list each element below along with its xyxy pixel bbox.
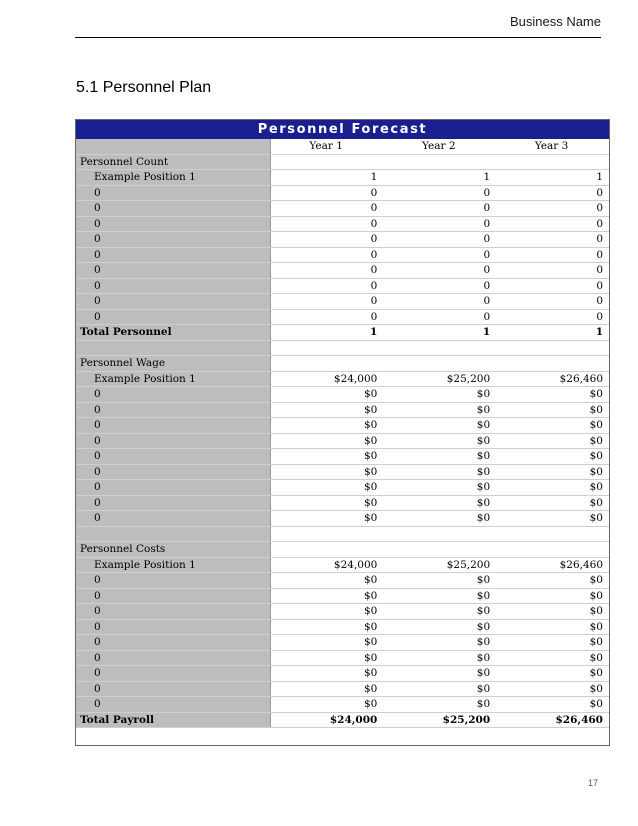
value-cell: $0 (383, 666, 496, 682)
value-cell: 0 (271, 278, 384, 294)
empty-cell (271, 542, 384, 558)
table-row (76, 185, 609, 201)
value-cell: $0 (496, 387, 609, 403)
spacer-label-cell (76, 526, 271, 542)
row-label: 0 (76, 418, 271, 434)
year-header-cell: Year 3 (496, 139, 609, 154)
year-header-label-cell (76, 139, 271, 154)
value-cell: $0 (496, 449, 609, 465)
value-cell: $26,460 (496, 371, 609, 387)
total-value-cell: $26,460 (496, 712, 609, 728)
table-row (76, 681, 609, 697)
row-label: 0 (76, 201, 271, 217)
value-cell: $0 (271, 697, 384, 713)
value-cell: 1 (383, 170, 496, 186)
table-row (76, 247, 609, 263)
value-cell: $0 (271, 387, 384, 403)
value-cell: 0 (383, 216, 496, 232)
value-cell: $0 (383, 697, 496, 713)
table-row (76, 294, 609, 310)
value-cell: 0 (496, 278, 609, 294)
value-cell: $0 (383, 681, 496, 697)
row-label: 0 (76, 681, 271, 697)
value-cell: $0 (496, 650, 609, 666)
row-label: 0 (76, 697, 271, 713)
row-label: 0 (76, 402, 271, 418)
value-cell: $0 (383, 573, 496, 589)
value-cell: 0 (271, 247, 384, 263)
page-number: 17 (587, 778, 598, 788)
value-cell: 0 (496, 263, 609, 279)
value-cell: $0 (383, 387, 496, 403)
table-row (76, 650, 609, 666)
value-cell: $0 (271, 449, 384, 465)
spacer-label-cell (76, 340, 271, 356)
value-cell: $0 (496, 511, 609, 527)
row-label: 0 (76, 666, 271, 682)
row-label: 0 (76, 449, 271, 465)
value-cell: $0 (271, 418, 384, 434)
section-heading-row (76, 542, 609, 558)
value-cell: 0 (383, 278, 496, 294)
empty-cell (271, 356, 384, 372)
empty-cell (496, 542, 609, 558)
value-cell: $0 (496, 681, 609, 697)
value-cell: $0 (496, 402, 609, 418)
value-cell: $0 (496, 495, 609, 511)
table-row (76, 278, 609, 294)
row-label: 0 (76, 309, 271, 325)
value-cell: $0 (383, 588, 496, 604)
spacer-cell (271, 340, 384, 356)
value-cell: 1 (271, 170, 384, 186)
value-cell: $0 (496, 604, 609, 620)
value-cell: 0 (383, 185, 496, 201)
value-cell: $26,460 (496, 557, 609, 573)
row-label: 0 (76, 433, 271, 449)
table-row (76, 418, 609, 434)
value-cell: 0 (496, 232, 609, 248)
value-cell: $0 (383, 511, 496, 527)
empty-cell (496, 154, 609, 170)
value-cell: $0 (383, 402, 496, 418)
spacer-row (76, 340, 609, 356)
row-label: 0 (76, 511, 271, 527)
section-heading: Personnel Costs (76, 542, 271, 558)
row-label: 0 (76, 619, 271, 635)
section-heading-row (76, 356, 609, 372)
value-cell: $0 (496, 433, 609, 449)
row-label: 0 (76, 216, 271, 232)
value-cell: $0 (271, 573, 384, 589)
value-cell: $0 (383, 650, 496, 666)
table-row (76, 263, 609, 279)
value-cell: $0 (496, 418, 609, 434)
value-cell: $0 (383, 604, 496, 620)
spacer-cell (271, 526, 384, 542)
header-business-name: Business Name (509, 14, 601, 29)
row-label: 0 (76, 635, 271, 651)
total-row (76, 712, 609, 728)
value-cell: $0 (496, 619, 609, 635)
table-row (76, 619, 609, 635)
row-label: 0 (76, 185, 271, 201)
value-cell: 0 (383, 263, 496, 279)
table-row (76, 387, 609, 403)
table-row (76, 309, 609, 325)
row-label: 0 (76, 387, 271, 403)
table-row (76, 666, 609, 682)
empty-cell (383, 542, 496, 558)
value-cell: $0 (496, 697, 609, 713)
value-cell: $0 (383, 480, 496, 496)
table-row (76, 433, 609, 449)
value-cell: $0 (271, 681, 384, 697)
value-cell: $0 (383, 433, 496, 449)
value-cell: $0 (496, 666, 609, 682)
section-heading: Personnel Wage (76, 356, 271, 372)
table-row (76, 635, 609, 651)
row-label: 0 (76, 278, 271, 294)
value-cell: $0 (271, 433, 384, 449)
value-cell: 0 (271, 294, 384, 310)
spacer-cell (496, 340, 609, 356)
section-heading: Personnel Count (76, 154, 271, 170)
value-cell: $0 (383, 635, 496, 651)
row-label: Example Position 1 (76, 557, 271, 573)
row-label: 0 (76, 604, 271, 620)
table-row (76, 588, 609, 604)
section-heading-row (76, 154, 609, 170)
value-cell: 0 (383, 201, 496, 217)
value-cell: $0 (271, 480, 384, 496)
spacer-cell (496, 526, 609, 542)
spacer-cell (383, 526, 496, 542)
value-cell: $0 (271, 666, 384, 682)
total-row (76, 325, 609, 341)
value-cell: $0 (271, 604, 384, 620)
value-cell: 0 (496, 201, 609, 217)
value-cell: $0 (271, 464, 384, 480)
table-row (76, 480, 609, 496)
empty-cell (383, 154, 496, 170)
row-label: 0 (76, 573, 271, 589)
value-cell: $0 (271, 511, 384, 527)
empty-cell (496, 356, 609, 372)
header-divider (75, 37, 601, 38)
value-cell: $0 (496, 480, 609, 496)
total-value-cell: 1 (496, 325, 609, 341)
table-row (76, 449, 609, 465)
value-cell: 0 (496, 294, 609, 310)
value-cell: $0 (271, 588, 384, 604)
value-cell: $25,200 (383, 557, 496, 573)
spacer-row (76, 526, 609, 542)
value-cell: $0 (496, 573, 609, 589)
row-label: 0 (76, 464, 271, 480)
sheet-title-bar: Personnel Forecast (76, 120, 609, 139)
table-row (76, 216, 609, 232)
spacer-cell (383, 340, 496, 356)
value-cell: $0 (271, 650, 384, 666)
total-label: Total Personnel (76, 325, 271, 341)
value-cell: 0 (496, 185, 609, 201)
table-row (76, 511, 609, 527)
value-cell: $0 (383, 619, 496, 635)
total-value-cell: $24,000 (271, 712, 384, 728)
value-cell: $0 (383, 464, 496, 480)
row-label: Example Position 1 (76, 170, 271, 186)
row-label: 0 (76, 480, 271, 496)
value-cell: 0 (383, 294, 496, 310)
section-title: 5.1 Personnel Plan (76, 79, 212, 96)
value-cell: $0 (383, 449, 496, 465)
row-label: 0 (76, 294, 271, 310)
table-row (76, 495, 609, 511)
value-cell: 0 (496, 216, 609, 232)
row-label: 0 (76, 650, 271, 666)
value-cell: 0 (271, 201, 384, 217)
table-row (76, 573, 609, 589)
year-header-row (76, 139, 609, 154)
value-cell: 0 (271, 263, 384, 279)
table-row (76, 557, 609, 573)
value-cell: 0 (383, 232, 496, 248)
value-cell: $0 (496, 588, 609, 604)
value-cell: $0 (383, 495, 496, 511)
value-cell: 1 (496, 170, 609, 186)
value-cell: $0 (496, 635, 609, 651)
table-row (76, 201, 609, 217)
value-cell: 0 (496, 309, 609, 325)
value-cell: $25,200 (383, 371, 496, 387)
value-cell: $24,000 (271, 371, 384, 387)
value-cell: $0 (271, 619, 384, 635)
personnel-forecast-sheet (75, 119, 610, 746)
value-cell: $0 (383, 418, 496, 434)
value-cell: 0 (271, 232, 384, 248)
table-row (76, 697, 609, 713)
table-row (76, 371, 609, 387)
table-row (76, 402, 609, 418)
value-cell: 0 (383, 247, 496, 263)
total-label: Total Payroll (76, 712, 271, 728)
row-label: 0 (76, 588, 271, 604)
value-cell: $0 (271, 635, 384, 651)
personnel-table (76, 139, 609, 728)
value-cell: 0 (271, 185, 384, 201)
table-row (76, 604, 609, 620)
value-cell: $0 (271, 495, 384, 511)
value-cell: 0 (271, 309, 384, 325)
row-label: 0 (76, 495, 271, 511)
row-label: Example Position 1 (76, 371, 271, 387)
empty-cell (383, 356, 496, 372)
year-header-cell: Year 2 (383, 139, 496, 154)
year-header-cell: Year 1 (271, 139, 384, 154)
total-value-cell: $25,200 (383, 712, 496, 728)
row-label: 0 (76, 263, 271, 279)
total-value-cell: 1 (383, 325, 496, 341)
row-label: 0 (76, 247, 271, 263)
table-row (76, 170, 609, 186)
table-row (76, 464, 609, 480)
empty-cell (271, 154, 384, 170)
row-label: 0 (76, 232, 271, 248)
value-cell: $0 (271, 402, 384, 418)
value-cell: 0 (383, 309, 496, 325)
value-cell: $24,000 (271, 557, 384, 573)
value-cell: $0 (496, 464, 609, 480)
value-cell: 0 (496, 247, 609, 263)
table-row (76, 232, 609, 248)
total-value-cell: 1 (271, 325, 384, 341)
value-cell: 0 (271, 216, 384, 232)
